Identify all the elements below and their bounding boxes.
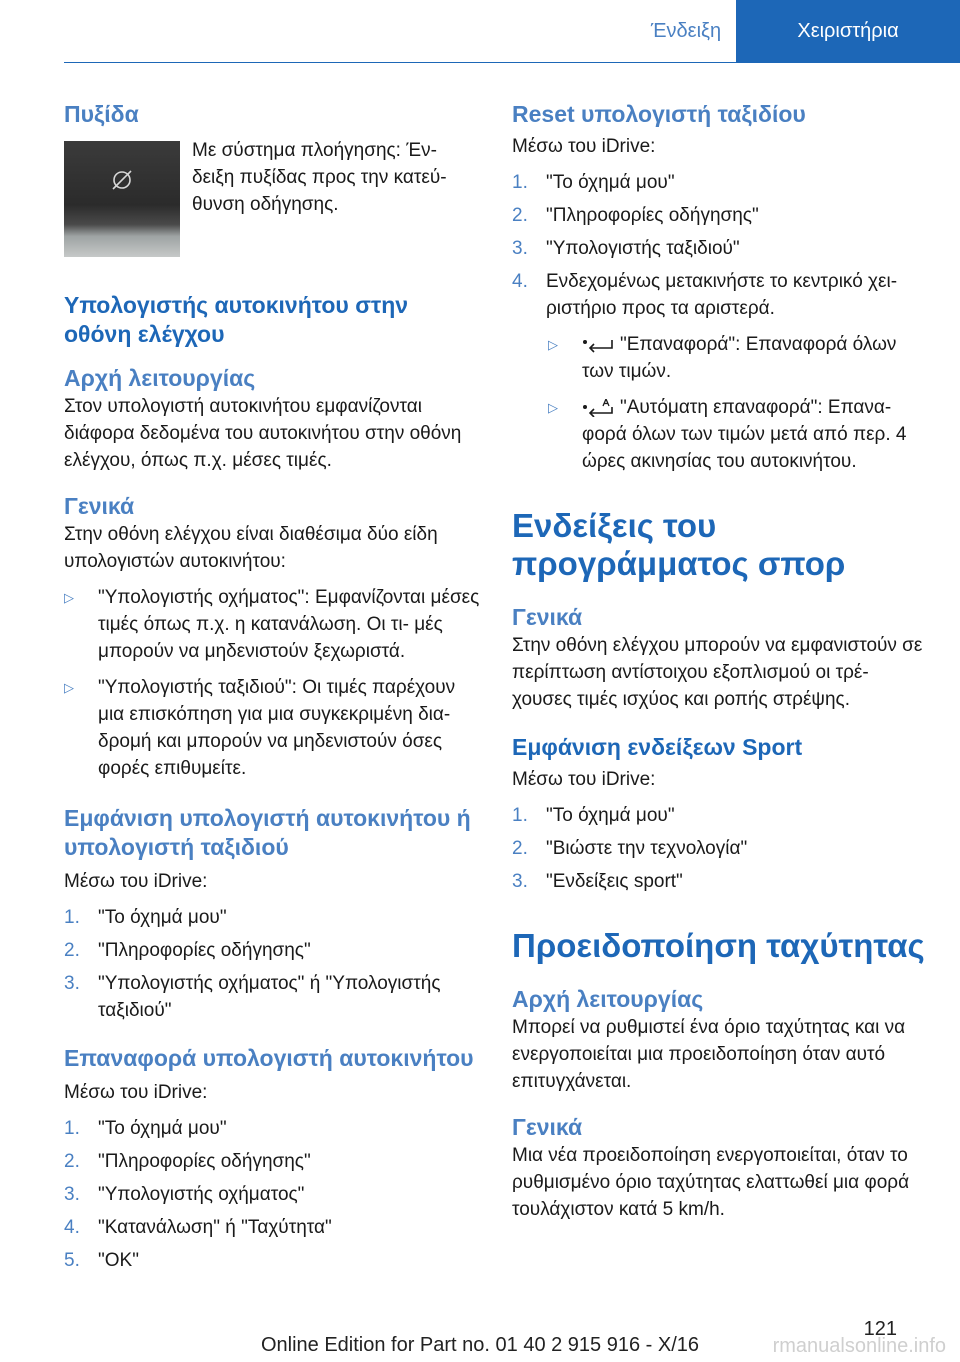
compass-text: Με σύστημα πλοήγησης: Έν- δειξη πυξίδας προς την κατεύ- θυνση οδήγησης. xyxy=(192,140,447,215)
left-column xyxy=(64,100,480,1274)
reset-icon xyxy=(582,336,616,354)
principle-heading: Αρχή λειτουργίας xyxy=(64,365,256,391)
general-text: Στην οθόνη ελέγχου είναι διαθέσιμα δύο είδη υπολογιστών αυτοκινήτου: xyxy=(64,524,438,572)
bullet-triangle-icon: ▷ xyxy=(64,680,74,695)
speed-principle-text: Μπορεί να ρυθμιστεί ένα όριο ταχύτητας και να ενεργοποιείται μια προειδοποίηση όταν αυτό επιτυγχάνεται. xyxy=(512,1017,906,1092)
section-title: Υπολογιστής αυτοκινήτου στην οθόνη ελέγχου xyxy=(64,292,409,347)
general-heading: Γενικά xyxy=(64,493,135,519)
display-via: Μέσω του iDrive: xyxy=(64,871,208,892)
compass-block xyxy=(64,141,480,257)
list-item: 3. "Ενδείξεις sport" xyxy=(512,871,683,892)
right-column xyxy=(512,100,928,1223)
sport-heading: Ενδείξεις του προγράμματος σπορ xyxy=(512,507,846,582)
page-number: 121 xyxy=(863,1318,897,1340)
list-item: 2. "Βιώστε την τεχνολογία" xyxy=(512,838,748,859)
sport-general-heading: Γενικά xyxy=(512,604,583,630)
bullet-triangle-icon: ▷ xyxy=(548,337,558,352)
reset-steps xyxy=(64,1115,480,1274)
list-item: 3. "Υπολογιστής οχήματος" ή "Υπολογιστής ταξιδιού" xyxy=(64,973,441,1021)
trip-reset-options xyxy=(548,331,928,475)
list-item: 1. "Το όχημά μου" xyxy=(512,805,675,826)
header-tabs xyxy=(636,0,960,62)
tab-indicator[interactable]: Ένδειξη xyxy=(636,0,736,62)
list-item: ▷ "Αυτόματη επαναφορά": Επανα- φορά όλων των τιμών μετά από περ. 4 ώρες ακινησίας του αυτοκινήτου. xyxy=(548,394,928,475)
speed-warning-heading: Προειδοποίηση ταχύτητας xyxy=(512,927,925,964)
list-item: 4. "Κατανάλωση" ή "Ταχύτητα" xyxy=(64,1217,332,1238)
principle-text: Στον υπολογιστή αυτοκινήτου εμφανίζονται διάφορα δεδομένα του αυτοκινήτου στην οθόνη ελέγχου, όπως π.χ. μέσες τιμές. xyxy=(64,396,462,471)
list-item: 1. "Το όχημά μου" xyxy=(64,907,227,928)
bullet-triangle-icon: ▷ xyxy=(548,400,558,415)
list-item: 3. "Υπολογιστής οχήματος" xyxy=(64,1184,305,1205)
list-item: 2. "Πληροφορίες οδήγησης" xyxy=(64,1151,311,1172)
list-item: ▷ "Υπολογιστής ταξιδιού": Οι τιμές παρέχουν μια επισκόπηση για μια συγκεκριμένη δια- δρομή και μπορούν να μηδενιστούν όσες φορές επιθυμείτε. xyxy=(64,674,480,782)
list-item: ▷ "Επαναφορά": Επαναφορά όλων των τιμών. xyxy=(548,331,928,385)
list-item: ▷ "Υπολογιστής οχήματος": Εμφανίζονται μέσες τιμές όπως π.χ. η κατανάλωση. Οι τι- μές μπορούν να μηδενιστούν ξεχωριστά. xyxy=(64,584,480,665)
list-item: 2. "Πληροφορίες οδήγησης" xyxy=(512,205,759,226)
compass-off-icon xyxy=(110,168,134,192)
sport-general-text: Στην οθόνη ελέγχου μπορούν να εμφανιστούν σε περίπτωση αντίστοιχου εξοπλισμού οι τρέ- χουσες τιμές ισχύος και ροπής στρέψης. xyxy=(512,635,923,710)
sport-steps xyxy=(512,802,928,895)
trip-reset-steps xyxy=(512,169,928,322)
sport-via: Μέσω του iDrive: xyxy=(512,769,656,790)
edition-footer: Online Edition for Part no. 01 40 2 915 916 - X/16 xyxy=(260,1334,700,1356)
watermark: rmanualsonline.info xyxy=(772,1335,946,1357)
list-item: 2. "Πληροφορίες οδήγησης" xyxy=(64,940,311,961)
bullet-triangle-icon: ▷ xyxy=(64,590,74,605)
list-item: 4. Ενδεχομένως μετακινήστε το κεντρικό χει- ριστήριο προς τα αριστερά. xyxy=(512,271,898,319)
list-item: 3. "Υπολογιστής ταξιδιού" xyxy=(512,238,740,259)
display-steps xyxy=(64,904,480,1024)
trip-reset-via: Μέσω του iDrive: xyxy=(512,136,656,157)
auto-reset-icon xyxy=(582,399,616,417)
header-rule xyxy=(64,62,960,63)
list-item: 5. "OK" xyxy=(64,1250,139,1271)
tab-controls[interactable]: Χειριστήρια xyxy=(736,0,960,62)
general-bullets xyxy=(64,584,480,782)
speed-general-text: Μια νέα προειδοποίηση ενεργοποιείται, όταν το ρυθμισμένο όριο ταχύτητας ελαττωθεί μια φορά τουλάχιστον κατά 5 km/h. xyxy=(512,1145,910,1220)
compass-display-image xyxy=(64,141,180,257)
sport-display-heading: Εμφάνιση ενδείξεων Sport xyxy=(512,734,803,760)
list-item: 1. "Το όχημά μου" xyxy=(512,172,675,193)
list-item: 1. "Το όχημά μου" xyxy=(64,1118,227,1139)
speed-principle-heading: Αρχή λειτουργίας xyxy=(512,986,704,1012)
reset-via: Μέσω του iDrive: xyxy=(64,1082,208,1103)
display-heading: Εμφάνιση υπολογιστή αυτοκινήτου ή υπολογιστή ταξιδιού xyxy=(64,805,471,860)
reset-heading: Επαναφορά υπολογιστή αυτοκινήτου xyxy=(64,1045,474,1071)
trip-reset-heading: Reset υπολογιστή ταξιδίου xyxy=(512,101,806,127)
compass-heading: Πυξίδα xyxy=(64,101,139,127)
speed-general-heading: Γενικά xyxy=(512,1114,583,1140)
